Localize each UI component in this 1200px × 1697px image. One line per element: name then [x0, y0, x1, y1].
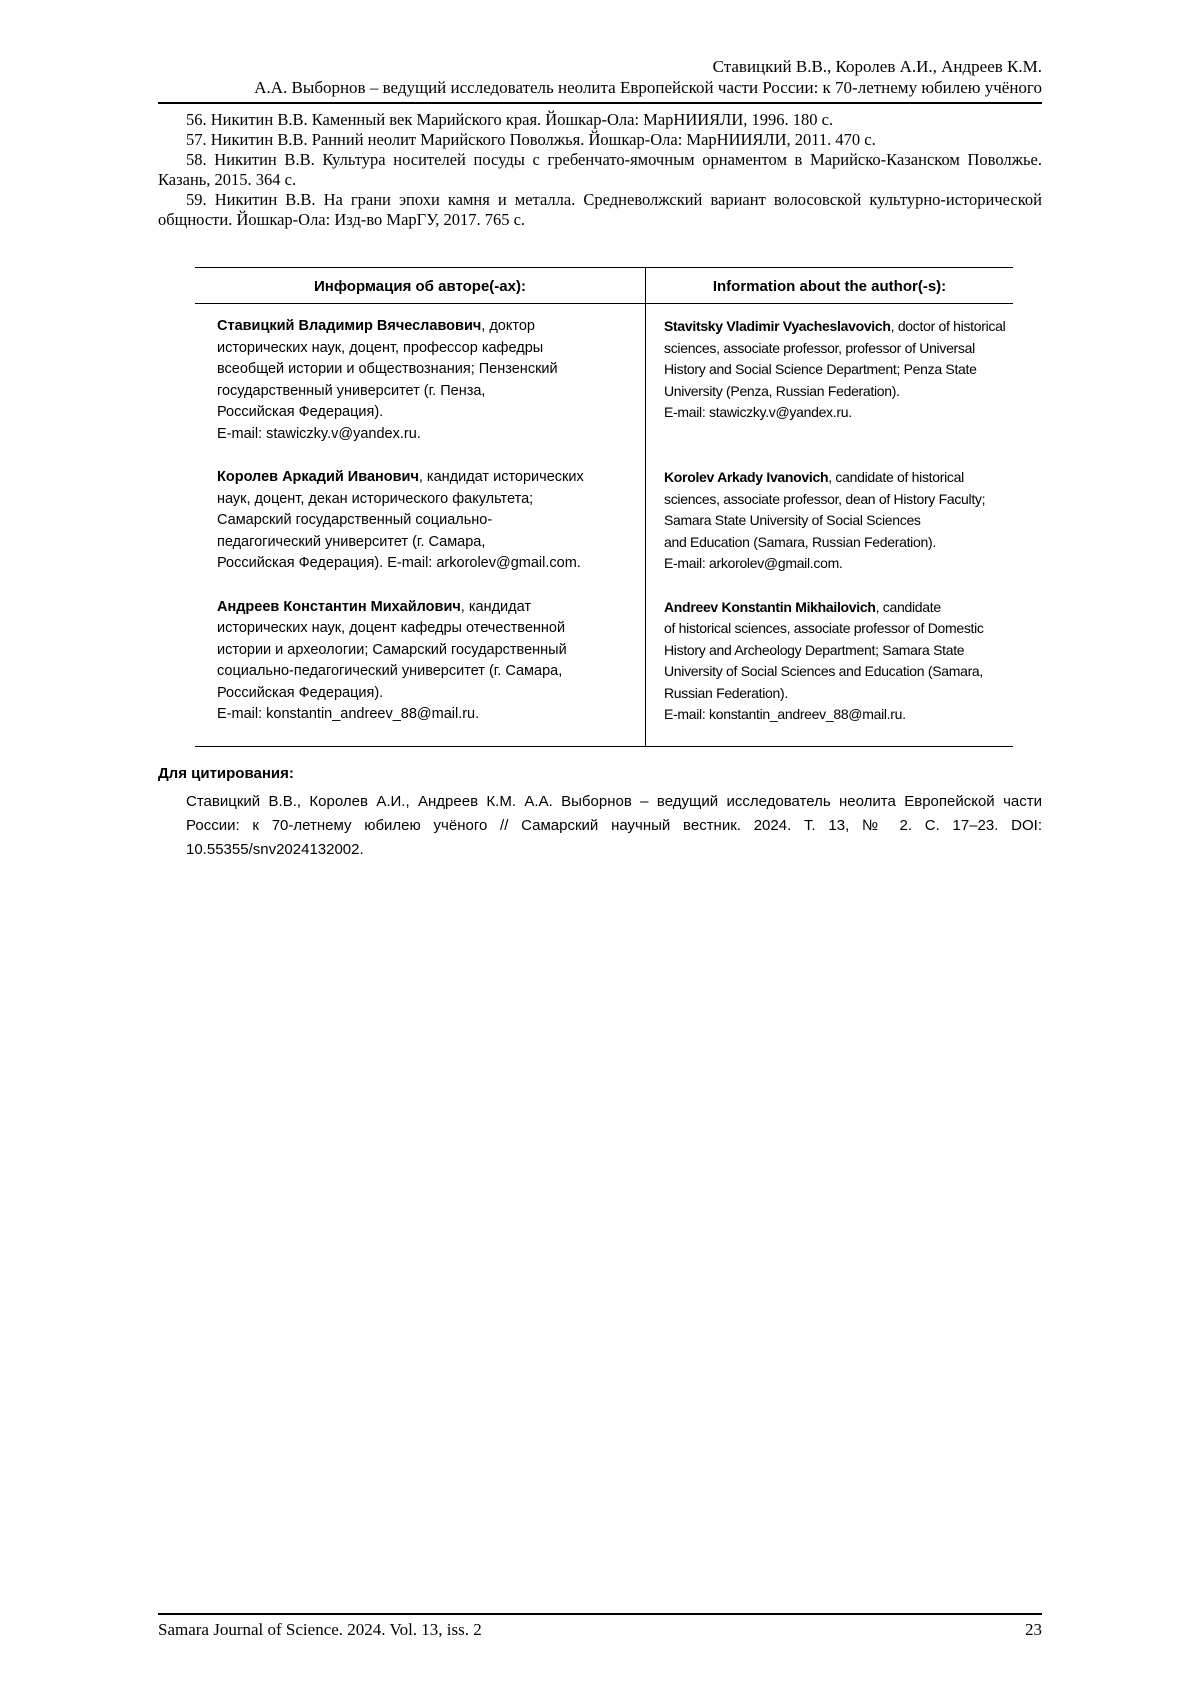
- reference-item-58: 58. Никитин В.В. Культура носителей посуды с гребенчато-ямочным орнаментом в Марийско-Казанском Поволжье. Казань, 2015. 364 с.: [158, 150, 1042, 189]
- author-details-ru: , кандидат исторических наук, доцент кафедры отечественной истории и археологии; Самарский государственный социально-педагогический университет (г. Самара, Российская Федерация). E-mail: konstantin_andreev_88@mail.ru.: [217, 598, 567, 722]
- author-name-ru: Королев Аркадий Иванович: [217, 469, 419, 485]
- author-details-ru: , кандидат исторических наук, доцент, декан исторического факультета; Самарский государственный социально- педагогический университет (г. Самара, Российская Федерация). E-mail: arkorolev@gmail.com.: [217, 469, 584, 571]
- author-details-en: , doctor of historical sciences, associate professor, professor of Universal History and Social Science Department; Penza State University (Penza, Russian Federation). E-mail: stawiczky.v@yandex.ru.: [664, 318, 1006, 420]
- author-details-en: , candidate of historical sciences, associate professor, dean of History Faculty; Samara State University of Social Sciences and Education (Samara, Russian Federation). E-mail: arkorolev@gmail.com.: [664, 469, 986, 571]
- header-rule: [158, 102, 1042, 104]
- author-name-en: Stavitsky Vladimir Vyacheslavovich: [664, 318, 891, 334]
- author-name-ru: Андреев Константин Михайлович: [217, 598, 461, 615]
- authors-table-header-ru: Информация об авторе(-ах):: [195, 268, 645, 304]
- author-info-ru: [195, 455, 645, 585]
- running-head-authors: Ставицкий В.В., Королев А.И., Андреев К.М.: [712, 57, 1042, 76]
- running-head-title: А.А. Выборнов – ведущий исследователь неолита Европейской части России: к 70-летнему юбилею учёного: [254, 78, 1042, 97]
- reference-item-59: 59. Никитин В.В. На грани эпохи камня и металла. Средневолжский вариант волосовской культурно-исторической общности. Йошкар-Ола: Изд-во МарГУ, 2017. 765 с.: [158, 190, 1042, 229]
- author-info-en: [645, 585, 1013, 746]
- authors-info-table: [195, 267, 1013, 747]
- footer-page-number: 23: [1025, 1620, 1042, 1639]
- authors-table-header-row: [195, 268, 1013, 304]
- references-list: [158, 110, 1042, 230]
- running-head: [158, 0, 1042, 104]
- footer-journal-title: Samara Journal of Science. 2024. Vol. 13, iss. 2: [158, 1620, 482, 1639]
- citation-block: [158, 765, 1042, 862]
- author-details-ru: , доктор исторических наук, доцент, профессор кафедры всеобщей истории и обществознания; Пензенский государственный университет (г. Пенза, Российская Федерация). E-mail: stawiczky.v@yandex.ru.: [217, 318, 558, 442]
- page-footer: [158, 1613, 1042, 1640]
- author-row-andreev: [195, 585, 1013, 746]
- author-name-en: Korolev Arkady Ivanovich: [664, 469, 829, 485]
- journal-page: [158, 0, 1042, 862]
- citation-text: Ставицкий В.В., Королев А.И., Андреев К.М. А.А. Выборнов – ведущий исследователь неолита Европейской части России: к 70-летнему юбилею учёного // Самарский научный вестник. 2024. Т. 13, № 2. С. 17–23. DOI: 10.55355/snv2024132002.: [186, 792, 1042, 858]
- author-name-ru: Ставицкий Владимир Вячеславович: [217, 318, 482, 334]
- author-name-en: Andreev Konstantin Mikhailovich: [664, 598, 876, 615]
- author-info-en: [645, 455, 1013, 585]
- author-row-stavitsky: [195, 304, 1013, 455]
- reference-item-57: 57. Никитин В.В. Ранний неолит Марийского Поволжья. Йошкар-Ола: МарНИИЯЛИ, 2011. 470 с.: [186, 130, 876, 149]
- author-info-en: [645, 304, 1013, 455]
- author-details-en: , candidate of historical sciences, associate professor of Domestic History and Archeology Department; Samara State University of Social Sciences and Education (Samara, Russian Federation). E-mail: konstantin_andreev_88@mail.ru.: [664, 598, 984, 722]
- author-info-ru: [195, 585, 645, 746]
- author-info-ru: [195, 304, 645, 455]
- authors-table-header-en: Information about the author(-s):: [645, 268, 1013, 304]
- reference-item-56: 56. Никитин В.В. Каменный век Марийского края. Йошкар-Ола: МарНИИЯЛИ, 1996. 180 с.: [186, 110, 834, 129]
- citation-label: Для цитирования:: [158, 764, 294, 782]
- author-row-korolev: [195, 455, 1013, 585]
